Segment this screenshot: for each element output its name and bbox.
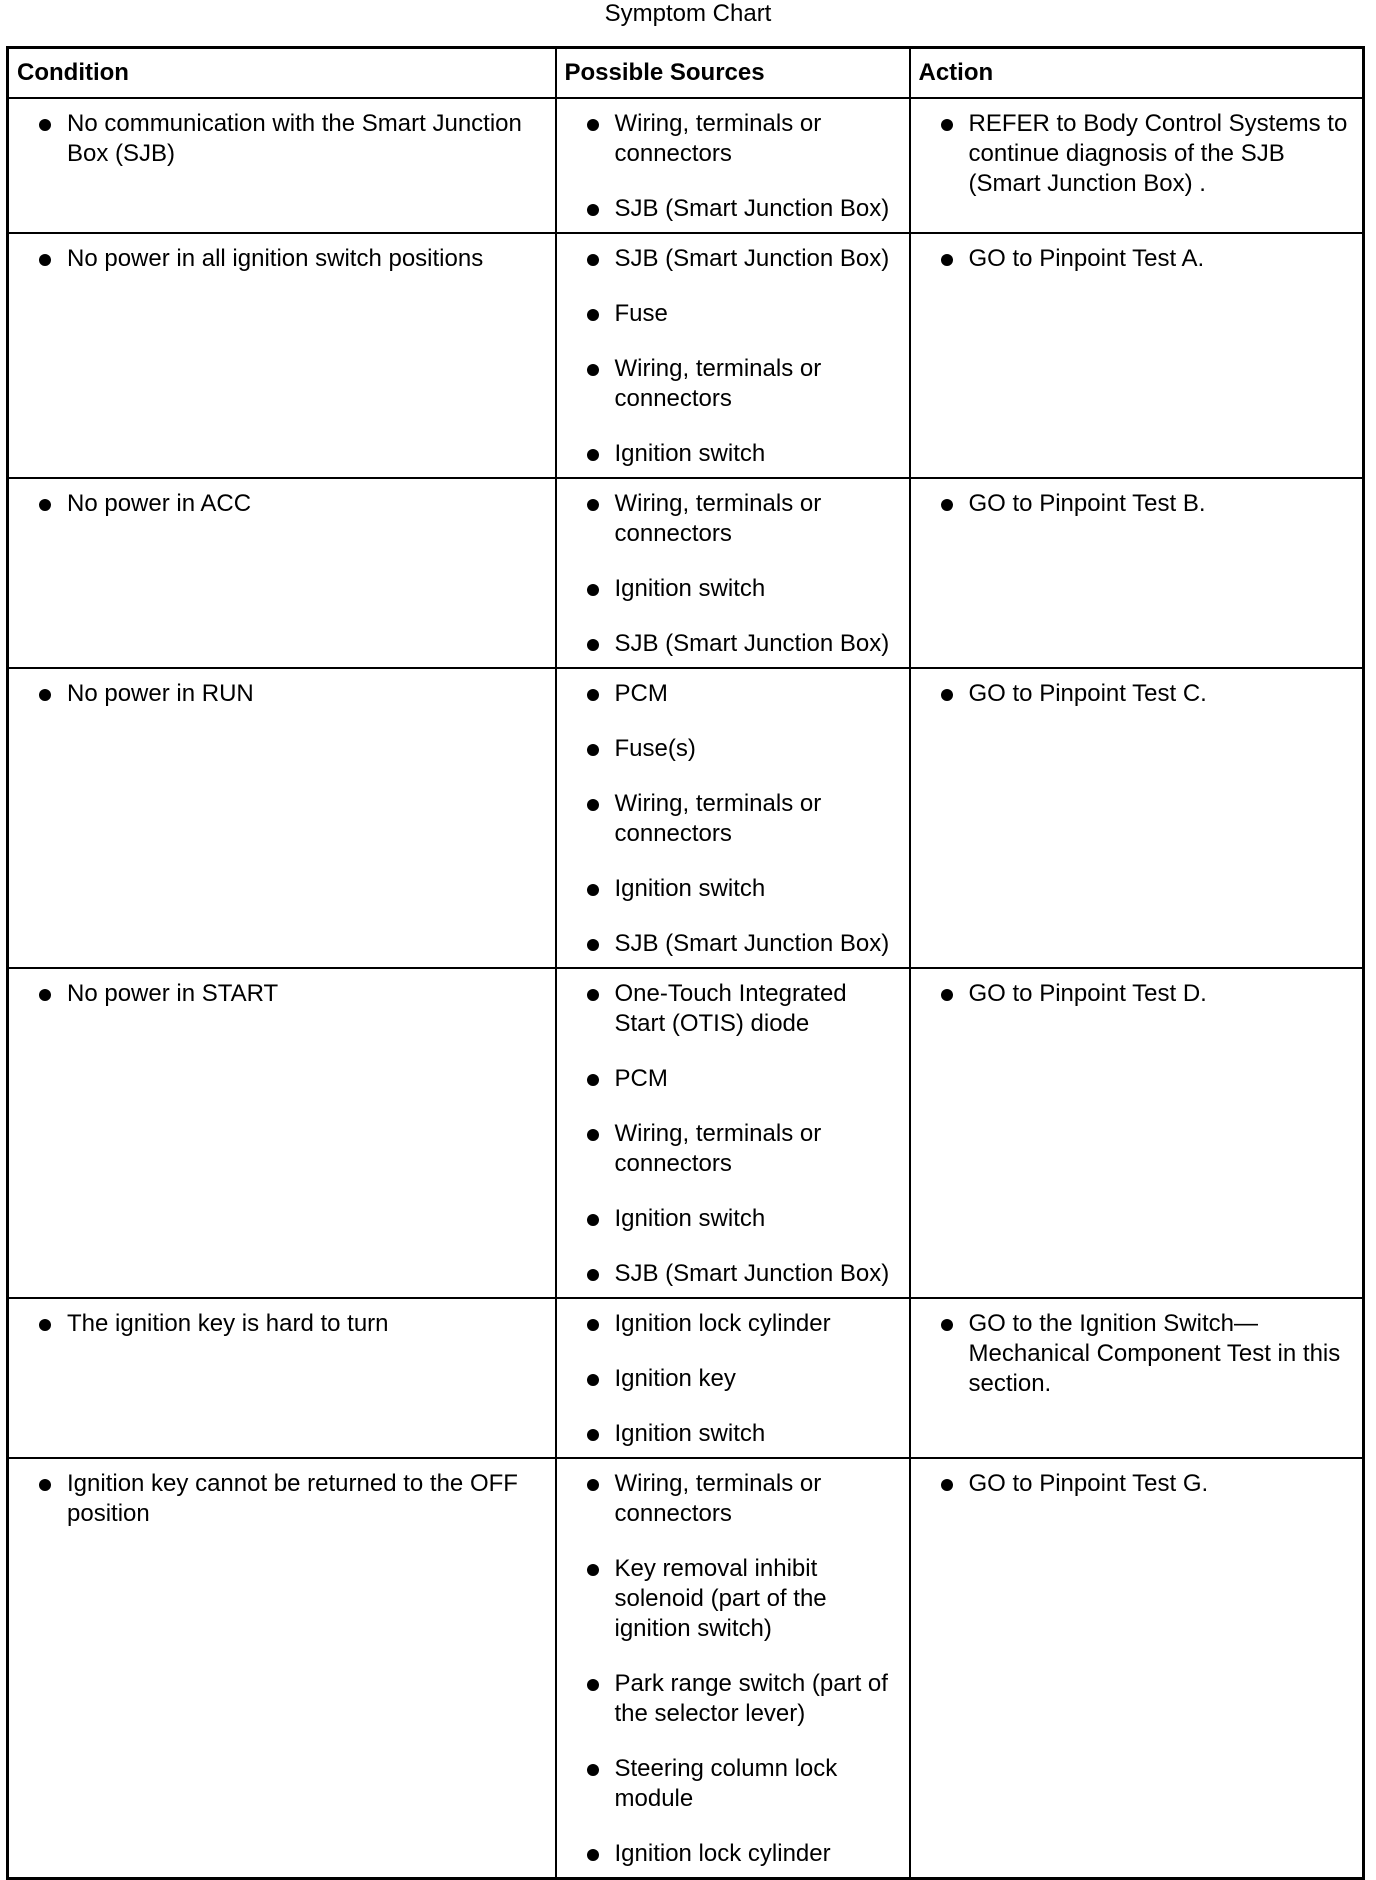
source-text: Fuse — [614, 300, 668, 327]
source-text: Ignition lock cylinder — [614, 1840, 831, 1867]
bullet-icon — [587, 1074, 599, 1086]
header-condition: Condition — [8, 48, 556, 99]
chart-title: Symptom Chart — [604, 0, 772, 27]
action-item — [917, 244, 1357, 274]
table-row — [8, 668, 1364, 968]
source-item — [563, 1469, 903, 1529]
table-row — [8, 1458, 1364, 1879]
source-text: Steering column lock module — [614, 1755, 838, 1812]
source-text: Ignition key — [614, 1365, 736, 1392]
source-text: Ignition lock cylinder — [614, 1310, 831, 1337]
source-item — [563, 354, 903, 414]
bullet-icon — [587, 1429, 599, 1441]
bullet-icon — [587, 119, 599, 131]
source-item — [563, 979, 903, 1039]
source-text: SJB (Smart Junction Box) — [614, 245, 890, 272]
bullet-icon — [587, 499, 599, 511]
condition-item — [15, 679, 549, 709]
source-item — [563, 789, 903, 849]
sources-cell — [556, 968, 910, 1298]
source-item — [563, 109, 903, 169]
condition-item — [15, 979, 549, 1009]
action-cell — [910, 98, 1364, 233]
source-text: Wiring, terminals or connectors — [614, 490, 822, 547]
table-row — [8, 968, 1364, 1298]
condition-cell — [8, 1298, 556, 1458]
source-text: Ignition switch — [614, 440, 766, 467]
bullet-icon — [587, 744, 599, 756]
action-text: GO to Pinpoint Test B. — [968, 490, 1206, 517]
condition-item — [15, 244, 549, 274]
bullet-icon — [587, 449, 599, 461]
header-row — [8, 48, 1364, 99]
header-possible-sources: Possible Sources — [556, 48, 910, 99]
bullet-icon — [39, 119, 51, 131]
condition-cell — [8, 668, 556, 968]
condition-item — [15, 109, 549, 169]
action-cell — [910, 478, 1364, 668]
action-item — [917, 679, 1357, 709]
source-item — [563, 574, 903, 604]
source-text: One-Touch Integrated Start (OTIS) diode — [614, 980, 847, 1037]
sources-cell — [556, 98, 910, 233]
source-text: SJB (Smart Junction Box) — [614, 1260, 890, 1287]
bullet-icon — [587, 1214, 599, 1226]
action-text: GO to Pinpoint Test G. — [968, 1470, 1209, 1497]
header-action: Action — [910, 48, 1364, 99]
bullet-icon — [587, 584, 599, 596]
source-text: SJB (Smart Junction Box) — [614, 195, 890, 222]
condition-text: The ignition key is hard to turn — [67, 1310, 389, 1337]
source-item — [563, 1064, 903, 1094]
bullet-icon — [587, 1564, 599, 1576]
bullet-icon — [941, 119, 953, 131]
condition-item — [15, 489, 549, 519]
bullet-icon — [941, 689, 953, 701]
condition-cell — [8, 98, 556, 233]
bullet-icon — [587, 309, 599, 321]
action-text: REFER to Body Control Systems to continue diagnosis of the SJB (Smart Junction Box) . — [968, 110, 1348, 197]
bullet-icon — [587, 1319, 599, 1331]
bullet-icon — [587, 364, 599, 376]
source-text: Fuse(s) — [614, 735, 696, 762]
source-text: Ignition switch — [614, 875, 766, 902]
source-item — [563, 734, 903, 764]
condition-cell — [8, 1458, 556, 1879]
action-item — [917, 489, 1357, 519]
condition-text: No power in RUN — [67, 680, 254, 707]
condition-text: No power in START — [67, 980, 279, 1007]
source-item — [563, 1419, 903, 1449]
bullet-icon — [39, 989, 51, 1001]
bullet-icon — [39, 499, 51, 511]
sources-cell — [556, 233, 910, 478]
source-item — [563, 1839, 903, 1869]
source-item — [563, 439, 903, 469]
bullet-icon — [587, 1479, 599, 1491]
condition-item — [15, 1309, 549, 1339]
action-cell — [910, 668, 1364, 968]
source-item — [563, 629, 903, 659]
condition-text: No communication with the Smart Junction Box (SJB) — [67, 110, 522, 167]
action-item — [917, 979, 1357, 1009]
action-text: GO to Pinpoint Test C. — [968, 680, 1207, 707]
bullet-icon — [587, 204, 599, 216]
bullet-icon — [39, 1479, 51, 1491]
bullet-icon — [39, 689, 51, 701]
action-item — [917, 1309, 1357, 1399]
action-item — [917, 109, 1357, 199]
condition-cell — [8, 968, 556, 1298]
source-item — [563, 1119, 903, 1179]
condition-item — [15, 1469, 549, 1529]
bullet-icon — [587, 1849, 599, 1861]
bullet-icon — [587, 799, 599, 811]
action-text: GO to Pinpoint Test D. — [968, 980, 1207, 1007]
action-cell — [910, 233, 1364, 478]
sources-cell — [556, 1458, 910, 1879]
action-item — [917, 1469, 1357, 1499]
source-item — [563, 194, 903, 224]
bullet-icon — [587, 639, 599, 651]
bullet-icon — [941, 499, 953, 511]
source-text: PCM — [614, 1065, 668, 1092]
condition-text: Ignition key cannot be returned to the OFF position — [67, 1470, 518, 1527]
action-text: GO to the Ignition Switch—Mechanical Component Test in this section. — [968, 1310, 1341, 1397]
source-item — [563, 929, 903, 959]
condition-text: No power in all ignition switch positions — [67, 245, 484, 272]
source-text: SJB (Smart Junction Box) — [614, 630, 890, 657]
source-item — [563, 1669, 903, 1729]
table-row — [8, 98, 1364, 233]
source-item — [563, 1309, 903, 1339]
bullet-icon — [941, 989, 953, 1001]
symptom-table — [6, 46, 1365, 1880]
bullet-icon — [587, 1764, 599, 1776]
source-text: PCM — [614, 680, 668, 707]
source-text: Wiring, terminals or connectors — [614, 790, 822, 847]
source-item — [563, 299, 903, 329]
source-item — [563, 679, 903, 709]
source-text: Ignition switch — [614, 575, 766, 602]
bullet-icon — [587, 1679, 599, 1691]
source-item — [563, 1364, 903, 1394]
bullet-icon — [587, 884, 599, 896]
bullet-icon — [587, 939, 599, 951]
condition-text: No power in ACC — [67, 490, 252, 517]
source-item — [563, 1554, 903, 1644]
sources-cell — [556, 668, 910, 968]
table-row — [8, 478, 1364, 668]
source-text: Ignition switch — [614, 1420, 766, 1447]
bullet-icon — [587, 989, 599, 1001]
sources-cell — [556, 478, 910, 668]
bullet-icon — [587, 1269, 599, 1281]
bullet-icon — [941, 1479, 953, 1491]
source-text: Wiring, terminals or connectors — [614, 1120, 822, 1177]
source-item — [563, 244, 903, 274]
table-row — [8, 233, 1364, 478]
bullet-icon — [941, 254, 953, 266]
source-item — [563, 1259, 903, 1289]
source-item — [563, 489, 903, 549]
action-cell — [910, 968, 1364, 1298]
bullet-icon — [39, 1319, 51, 1331]
action-text: GO to Pinpoint Test A. — [968, 245, 1205, 272]
sources-cell — [556, 1298, 910, 1458]
source-text: Wiring, terminals or connectors — [614, 110, 822, 167]
source-text: Wiring, terminals or connectors — [614, 1470, 822, 1527]
bullet-icon — [587, 254, 599, 266]
bullet-icon — [587, 689, 599, 701]
bullet-icon — [587, 1129, 599, 1141]
source-text: Ignition switch — [614, 1205, 766, 1232]
source-text: Wiring, terminals or connectors — [614, 355, 822, 412]
bullet-icon — [39, 254, 51, 266]
source-text: SJB (Smart Junction Box) — [614, 930, 890, 957]
source-item — [563, 874, 903, 904]
bullet-icon — [941, 1319, 953, 1331]
action-cell — [910, 1298, 1364, 1458]
bullet-icon — [587, 1374, 599, 1386]
source-item — [563, 1754, 903, 1814]
action-cell — [910, 1458, 1364, 1879]
condition-cell — [8, 233, 556, 478]
condition-cell — [8, 478, 556, 668]
source-text: Park range switch (part of the selector lever) — [614, 1670, 888, 1727]
table-row — [8, 1298, 1364, 1458]
source-item — [563, 1204, 903, 1234]
source-text: Key removal inhibit solenoid (part of the ignition switch) — [614, 1555, 827, 1642]
